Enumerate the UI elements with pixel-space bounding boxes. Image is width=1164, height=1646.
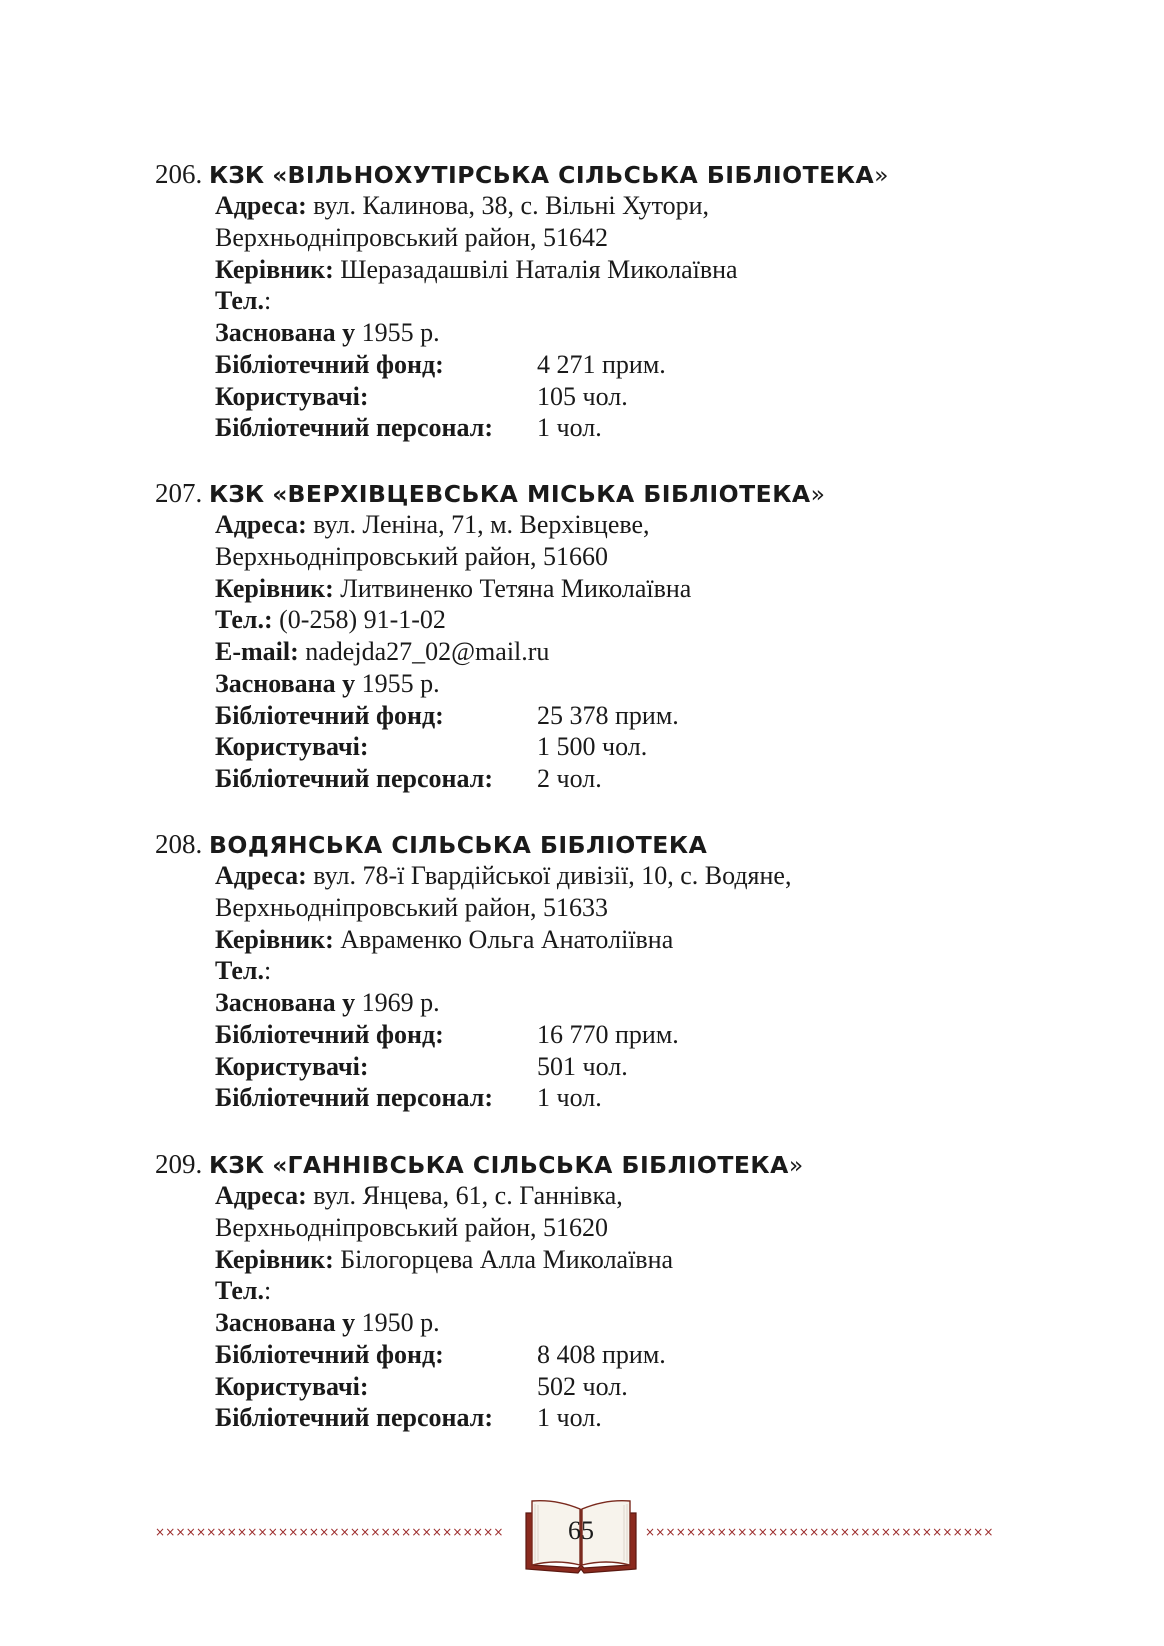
tel-line — [215, 604, 1055, 636]
entry-number: 208. — [155, 829, 203, 859]
email-line — [215, 636, 1055, 668]
address-label: Адреса: — [215, 510, 307, 539]
entry-title: ВІЛЬНОХУТІРСЬКА СІЛЬСЬКА БІБЛІОТЕКА — [287, 161, 875, 189]
address-line — [215, 860, 1055, 892]
entry-prefix: КЗК « — [209, 480, 288, 508]
address-line-2: Верхньодніпровський район, 51633 — [215, 892, 609, 922]
entry-number: 206. — [155, 159, 203, 189]
staff-value: 2 чол. — [537, 764, 602, 793]
staff-value: 1 чол. — [537, 413, 602, 443]
entry-suffix: » — [788, 1151, 804, 1179]
entry-title: ВОДЯНСЬКА СІЛЬСЬКА БІБЛІОТЕКА — [209, 831, 708, 859]
users-line — [215, 381, 1055, 413]
address-value: вул. Леніна, 71, м. Верхівцеве, — [306, 510, 650, 539]
fund-line — [215, 1339, 1055, 1371]
page-number: 65 — [568, 1516, 594, 1545]
users-line — [215, 731, 1055, 763]
entry-prefix: КЗК « — [209, 161, 288, 189]
entry-suffix: » — [810, 480, 825, 508]
founded-line — [215, 668, 1055, 700]
entry-heading — [155, 1148, 1055, 1180]
users-line — [215, 1051, 1055, 1083]
founded-value: 1955 р. — [355, 668, 440, 698]
entry-prefix: КЗК « — [209, 1151, 288, 1179]
head-value: Авраменко Ольга Анатоліївна — [333, 924, 674, 954]
users-label: Користувачі: — [215, 732, 369, 762]
entry-heading — [155, 158, 1055, 190]
staff-value: 1 чол. — [537, 1083, 602, 1113]
users-value: 502 чол. — [537, 1371, 628, 1401]
tel-line — [215, 1275, 1055, 1307]
users-label: Користувачі: — [215, 1371, 369, 1401]
tel-value: : — [263, 956, 272, 986]
address-line — [215, 190, 1055, 222]
entry-title: ВЕРХІВЦЕВСЬКА МІСЬКА БІБЛІОТЕКА — [287, 480, 811, 508]
email-label: E-mail: — [215, 637, 299, 666]
tel-line — [215, 955, 1055, 987]
address-line — [215, 1180, 1055, 1212]
tel-value: : — [263, 286, 272, 316]
address-label: Адреса: — [215, 191, 307, 220]
founded-label: Заснована у — [215, 318, 356, 347]
users-label: Користувачі: — [215, 381, 369, 411]
founded-value: 1950 р. — [355, 1308, 440, 1337]
fund-line — [215, 700, 1055, 732]
address-label: Адреса: — [215, 861, 307, 890]
founded-line — [215, 1307, 1055, 1339]
staff-line — [215, 412, 1055, 444]
users-value: 501 чол. — [537, 1051, 628, 1081]
fund-value: 8 408 прим. — [537, 1339, 666, 1369]
tel-label: Тел. — [215, 1276, 264, 1306]
address-value: вул. Калинова, 38, с. Вільні Хутори, — [306, 191, 710, 220]
users-value: 105 чол. — [537, 381, 628, 411]
staff-label: Бібліотечний персонал: — [215, 1083, 493, 1113]
head-line — [215, 573, 1055, 605]
fund-line — [215, 349, 1055, 381]
tel-label: Тел.: — [215, 605, 273, 635]
head-value: Литвиненко Тетяна Миколаївна — [333, 573, 692, 603]
fund-label: Бібліотечний фонд: — [215, 700, 444, 730]
staff-label: Бібліотечний персонал: — [215, 1403, 493, 1433]
entry-suffix: » — [874, 161, 889, 189]
address-line-2: Верхньодніпровський район, 51660 — [215, 541, 609, 571]
head-label: Керівник: — [215, 924, 334, 954]
address-label: Адреса: — [215, 1181, 307, 1210]
head-line — [215, 254, 1055, 286]
library-entry-207 — [155, 477, 1055, 795]
fund-value: 16 770 прим. — [537, 1019, 679, 1049]
address-line — [215, 509, 1055, 541]
entry-title: ГАННІВСЬКА СІЛЬСЬКА БІБЛІОТЕКА — [287, 1151, 789, 1179]
tel-value: : — [263, 1276, 272, 1306]
staff-line — [215, 1082, 1055, 1114]
founded-label: Заснована у — [215, 668, 356, 698]
tel-label: Тел. — [215, 286, 264, 316]
address-line-2: Верхньодніпровський район, 51642 — [215, 222, 609, 252]
tel-line — [215, 285, 1055, 317]
fund-label: Бібліотечний фонд: — [215, 1019, 444, 1049]
fund-value: 4 271 прим. — [537, 349, 666, 379]
founded-line — [215, 987, 1055, 1019]
head-label: Керівник: — [215, 254, 334, 284]
fund-value: 25 378 прим. — [537, 700, 679, 730]
entry-heading — [155, 828, 1055, 860]
head-value: Білогорцева Алла Миколаївна — [333, 1244, 674, 1274]
footer-ornament-right: ×××××××××××××××××××××××××××××××××× — [645, 1526, 994, 1538]
library-entry-209 — [155, 1148, 1055, 1434]
fund-label: Бібліотечний фонд: — [215, 1339, 444, 1369]
address-value: вул. 78-ї Гвардійської дивізії, 10, с. Водяне, — [306, 861, 792, 890]
footer-ornament-left: ×××××××××××××××××××××××××××××××××× — [155, 1526, 504, 1538]
fund-line — [215, 1019, 1055, 1051]
entry-heading — [155, 477, 1055, 509]
head-line — [215, 1244, 1055, 1276]
entry-number: 209. — [155, 1149, 203, 1179]
founded-label: Заснована у — [215, 988, 356, 1017]
library-entry-206 — [155, 158, 1055, 444]
email-value: nadejda27_02@mail.ru — [298, 637, 550, 666]
users-value: 1 500 чол. — [537, 732, 648, 762]
head-label: Керівник: — [215, 573, 334, 603]
staff-line — [215, 1402, 1055, 1434]
head-label: Керівник: — [215, 1244, 334, 1274]
users-line — [215, 1371, 1055, 1403]
head-value: Шеразадашвілі Наталія Миколаївна — [333, 254, 738, 284]
staff-label: Бібліотечний персонал: — [215, 764, 493, 793]
founded-value: 1969 р. — [355, 988, 440, 1017]
tel-value: (0-258) 91-1-02 — [272, 605, 446, 635]
head-line — [215, 924, 1055, 956]
address-value: вул. Янцева, 61, с. Ганнівка, — [306, 1181, 623, 1210]
staff-value: 1 чол. — [537, 1403, 602, 1433]
founded-value: 1955 р. — [355, 318, 440, 347]
tel-label: Тел. — [215, 956, 264, 986]
library-entry-208 — [155, 828, 1055, 1114]
staff-label: Бібліотечний персонал: — [215, 413, 493, 443]
users-label: Користувачі: — [215, 1051, 369, 1081]
founded-line — [215, 317, 1055, 349]
address-line-2: Верхньодніпровський район, 51620 — [215, 1212, 609, 1242]
fund-label: Бібліотечний фонд: — [215, 349, 444, 379]
entry-number: 207. — [155, 478, 203, 508]
staff-line — [215, 763, 1055, 795]
founded-label: Заснована у — [215, 1308, 356, 1337]
